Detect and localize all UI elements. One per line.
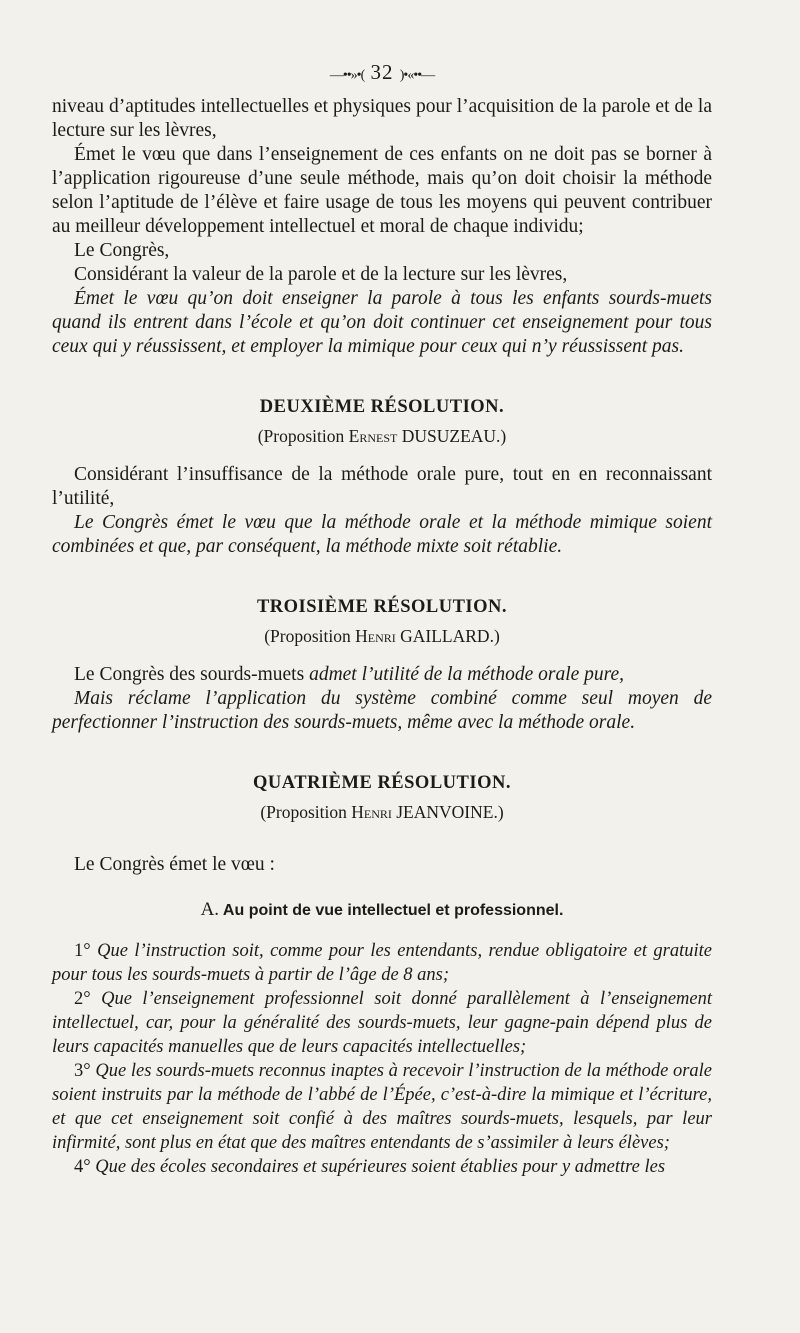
list-item-number: 2° <box>74 989 91 1009</box>
proposition-first-name: Ernest <box>348 426 398 446</box>
heading-troisieme-resolution: TROISIÈME RÉSOLUTION. <box>256 597 508 617</box>
list-item-number: 3° <box>74 1061 91 1081</box>
page-number: 32 <box>370 60 394 84</box>
intro-paragraph-3: Le Congrès, <box>74 240 170 261</box>
list-item <box>52 1059 712 1155</box>
list-item <box>52 939 712 987</box>
intro-paragraph-4: Considérant la valeur de la parole et de la lecture sur les lèvres, <box>74 264 568 285</box>
list-item-text: Que l’instruction soit, comme pour les entendants, rendue obligatoire et gratuite pour tous les sourds-muets à partir de l’âge de 8 ans; <box>52 941 713 985</box>
proposition-prefix: (Proposition <box>260 802 347 822</box>
list-item-text: Que les sourds-muets reconnus inaptes à recevoir l’instruction de la méthode orale soient instruits par la méthode de l’abbé de l’Épée, c’est-à-dire la mimique et l’écriture, et que cet enseignement soit confié à des maîtres sourds-muets, lesquels, par leur infirmité, sont plus en état que des maîtres entendants de s’assimiler à leurs élèves; <box>52 1061 713 1153</box>
subheading-a <box>52 899 712 921</box>
intro-paragraph-1: niveau d’aptitudes intellectuelles et physiques pour l’acquisition de la parole et de la lecture sur les lèvres, <box>52 96 712 141</box>
page-number-header <box>52 60 712 85</box>
list-item-number: 1° <box>74 941 91 961</box>
deuxieme-paragraph-2: Le Congrès émet le vœu que la méthode orale et la méthode mimique soient combinées et que, par conséquent, la méthode mixte soit rétablie. <box>52 512 712 557</box>
list-item-text: Que des écoles secondaires et supérieures soient établies pour y admettre les <box>95 1157 666 1177</box>
intro-paragraph-2: Émet le vœu que dans l’enseignement de ces enfants on ne doit pas se borner à l’application rigoureuse d’une seule méthode, mais qu’on doit choisir la méthode selon l’aptitude de l’élève et faire usage de tous les moyens qui peuvent contribuer au meilleur développement intellectuel et moral de chaque individu; <box>52 144 712 237</box>
resolution-list <box>52 939 712 1179</box>
left-ornament: —••»•( <box>329 68 365 83</box>
proposition-prefix: (Proposition <box>264 626 351 646</box>
deuxieme-paragraph-1: Considérant l’insuffisance de la méthode orale pure, tout en en reconnaissant l’utilité, <box>52 464 712 509</box>
list-item <box>52 1155 712 1179</box>
proposition-last-name: JEANVOINE.) <box>396 802 504 822</box>
proposition-last-name: DUSUZEAU.) <box>401 426 507 446</box>
right-ornament: )•«••— <box>399 68 435 83</box>
proposition-last-name: GAILLARD.) <box>400 626 500 646</box>
troisieme-paragraph-2: Mais réclame l’application du système combiné comme seul moyen de perfectionner l’instruction des sourds-muets, même avec la méthode orale. <box>52 688 712 733</box>
subheading-title: Au point de vue intellectuel et professionnel. <box>222 902 564 919</box>
proposition-first-name: Henri <box>351 802 392 822</box>
troisieme-paragraph-1 <box>52 663 712 687</box>
list-item <box>52 987 712 1059</box>
heading-quatrieme-resolution: QUATRIÈME RÉSOLUTION. <box>253 773 511 793</box>
proposition-prefix: (Proposition <box>257 426 345 446</box>
proposition-quatrieme <box>52 802 712 823</box>
proposition-troisieme <box>52 626 712 647</box>
list-item-number: 4° <box>74 1157 91 1177</box>
intro-paragraph-5: Émet le vœu qu’on doit enseigner la parole à tous les enfants sourds-muets quand ils entrent dans l’école et qu’on doit continuer cet enseignement pour tous ceux qui y réussissent, et employer la mimique pour ceux qui n’y réussissent pas. <box>52 288 712 357</box>
heading-deuxieme-resolution: DEUXIÈME RÉSOLUTION. <box>259 397 505 417</box>
proposition-first-name: Henri <box>355 626 396 646</box>
quatrieme-paragraph-1: Le Congrès émet le vœu : <box>74 854 275 875</box>
proposition-deuxieme <box>52 426 712 447</box>
troisieme-p1-italic: admet l’utilité de la méthode orale pure, <box>309 664 625 685</box>
list-item-text: Que l’enseignement professionnel soit donné parallèlement à l’enseignement intellectuel, car, pour la généralité des sourds-muets, leur gagne-pain dépend plus de leurs capacités manuelles que de leurs capacités intellectuelles; <box>52 989 712 1057</box>
subheading-letter: A. <box>200 899 220 920</box>
troisieme-p1-roman: Le Congrès des sourds-muets <box>74 664 305 685</box>
